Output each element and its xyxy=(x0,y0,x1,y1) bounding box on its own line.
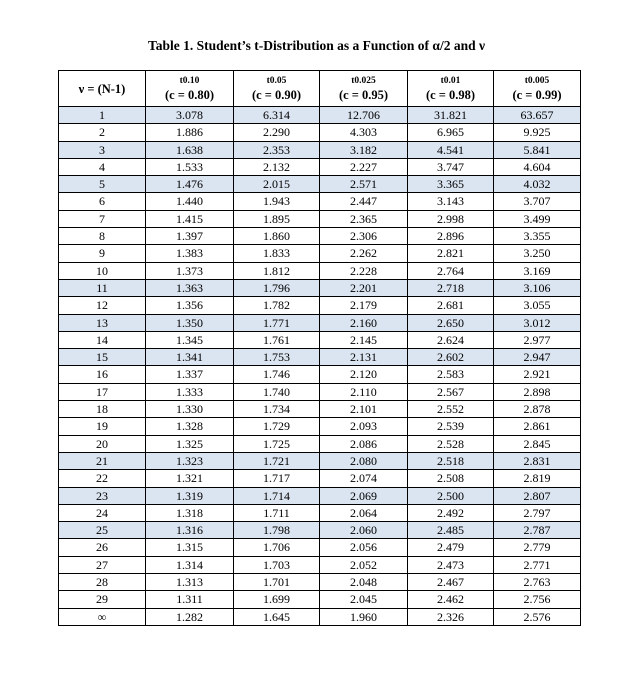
value-cell: 1.725 xyxy=(234,435,320,452)
value-cell: 1.363 xyxy=(146,279,234,296)
nu-cell: 18 xyxy=(59,401,146,418)
value-cell: 1.383 xyxy=(146,245,234,262)
column-header-t-label: t0.01 xyxy=(440,75,461,86)
value-cell: 2.353 xyxy=(234,141,320,158)
value-cell: 2.819 xyxy=(494,470,581,487)
value-cell: 1.337 xyxy=(146,366,234,383)
nu-cell: 4 xyxy=(59,158,146,175)
nu-cell: 13 xyxy=(59,314,146,331)
value-cell: 1.960 xyxy=(320,608,408,625)
value-cell: 3.250 xyxy=(494,245,581,262)
value-cell: 1.761 xyxy=(234,331,320,348)
value-cell: 2.787 xyxy=(494,522,581,539)
table-row xyxy=(59,210,581,227)
value-cell: 2.756 xyxy=(494,591,581,608)
value-cell: 2.306 xyxy=(320,228,408,245)
value-cell: 2.500 xyxy=(408,487,494,504)
table-row xyxy=(59,297,581,314)
value-cell: 4.604 xyxy=(494,158,581,175)
nu-cell: 7 xyxy=(59,210,146,227)
value-cell: 1.729 xyxy=(234,418,320,435)
column-header-c-label: (c = 0.80) xyxy=(164,87,215,102)
value-cell: 2.467 xyxy=(408,574,494,591)
value-cell: 2.508 xyxy=(408,470,494,487)
table-row xyxy=(59,487,581,504)
nu-cell: 27 xyxy=(59,556,146,573)
value-cell: 1.753 xyxy=(234,349,320,366)
value-cell: 1.895 xyxy=(234,210,320,227)
value-cell: 2.718 xyxy=(408,279,494,296)
nu-cell: ∞ xyxy=(59,608,146,625)
value-cell: 1.415 xyxy=(146,210,234,227)
value-cell: 3.055 xyxy=(494,297,581,314)
table-row xyxy=(59,452,581,469)
value-cell: 4.303 xyxy=(320,124,408,141)
value-cell: 1.721 xyxy=(234,452,320,469)
nu-cell: 23 xyxy=(59,487,146,504)
nu-cell: 8 xyxy=(59,228,146,245)
value-cell: 1.798 xyxy=(234,522,320,539)
value-cell: 1.316 xyxy=(146,522,234,539)
value-cell: 4.541 xyxy=(408,141,494,158)
value-cell: 6.965 xyxy=(408,124,494,141)
value-cell: 2.060 xyxy=(320,522,408,539)
nu-cell: 2 xyxy=(59,124,146,141)
table-row xyxy=(59,504,581,521)
nu-cell: 22 xyxy=(59,470,146,487)
nu-cell: 6 xyxy=(59,193,146,210)
column-header-t-label: t0.05 xyxy=(266,75,287,86)
value-cell: 2.831 xyxy=(494,452,581,469)
value-cell: 1.714 xyxy=(234,487,320,504)
value-cell: 2.878 xyxy=(494,401,581,418)
nu-cell: 26 xyxy=(59,539,146,556)
table-row xyxy=(59,262,581,279)
nu-column-header: ν = (N-1) xyxy=(59,71,146,107)
value-cell: 12.706 xyxy=(320,107,408,124)
value-cell: 2.650 xyxy=(408,314,494,331)
column-header-t0025 xyxy=(320,71,408,107)
table-row xyxy=(59,228,581,245)
value-cell: 2.101 xyxy=(320,401,408,418)
value-cell: 1.318 xyxy=(146,504,234,521)
column-header-t-label: t0.005 xyxy=(524,75,550,86)
value-cell: 1.345 xyxy=(146,331,234,348)
value-cell: 2.290 xyxy=(234,124,320,141)
value-cell: 1.796 xyxy=(234,279,320,296)
value-cell: 2.779 xyxy=(494,539,581,556)
value-cell: 1.771 xyxy=(234,314,320,331)
column-header-t0005 xyxy=(494,71,581,107)
value-cell: 63.657 xyxy=(494,107,581,124)
value-cell: 1.440 xyxy=(146,193,234,210)
value-cell: 1.282 xyxy=(146,608,234,625)
value-cell: 2.518 xyxy=(408,452,494,469)
column-header-t001 xyxy=(408,71,494,107)
table-title: Table 1. Student’s t-Distribution as a Function of α/2 and ν xyxy=(148,38,485,53)
value-cell: 1.943 xyxy=(234,193,320,210)
nu-cell: 29 xyxy=(59,591,146,608)
column-header-c-label: (c = 0.99) xyxy=(512,87,562,102)
value-cell: 3.707 xyxy=(494,193,581,210)
value-cell: 2.921 xyxy=(494,366,581,383)
value-cell: 3.747 xyxy=(408,158,494,175)
nu-cell: 5 xyxy=(59,176,146,193)
value-cell: 1.323 xyxy=(146,452,234,469)
value-cell: 1.397 xyxy=(146,228,234,245)
value-cell: 2.015 xyxy=(234,176,320,193)
value-cell: 4.032 xyxy=(494,176,581,193)
value-cell: 2.093 xyxy=(320,418,408,435)
table-row xyxy=(59,193,581,210)
table-row xyxy=(59,279,581,296)
nu-cell: 28 xyxy=(59,574,146,591)
table-row xyxy=(59,401,581,418)
value-cell: 1.812 xyxy=(234,262,320,279)
nu-cell: 10 xyxy=(59,262,146,279)
value-cell: 6.314 xyxy=(234,107,320,124)
table-row xyxy=(59,245,581,262)
value-cell: 1.311 xyxy=(146,591,234,608)
value-cell: 1.476 xyxy=(146,176,234,193)
value-cell: 2.492 xyxy=(408,504,494,521)
table-row xyxy=(59,107,581,124)
value-cell: 2.064 xyxy=(320,504,408,521)
column-header-t005 xyxy=(234,71,320,107)
table-row xyxy=(59,556,581,573)
value-cell: 2.539 xyxy=(408,418,494,435)
value-cell: 2.074 xyxy=(320,470,408,487)
value-cell: 1.314 xyxy=(146,556,234,573)
nu-cell: 20 xyxy=(59,435,146,452)
column-header-c-label: (c = 0.98) xyxy=(425,87,476,102)
value-cell: 2.479 xyxy=(408,539,494,556)
value-cell: 2.262 xyxy=(320,245,408,262)
value-cell: 2.576 xyxy=(494,608,581,625)
value-cell: 2.048 xyxy=(320,574,408,591)
value-cell: 2.602 xyxy=(408,349,494,366)
value-cell: 2.120 xyxy=(320,366,408,383)
nu-cell: 15 xyxy=(59,349,146,366)
value-cell: 2.807 xyxy=(494,487,581,504)
value-cell: 2.132 xyxy=(234,158,320,175)
value-cell: 2.763 xyxy=(494,574,581,591)
nu-cell: 3 xyxy=(59,141,146,158)
table-row xyxy=(59,124,581,141)
value-cell: 2.797 xyxy=(494,504,581,521)
nu-cell: 1 xyxy=(59,107,146,124)
value-cell: 1.373 xyxy=(146,262,234,279)
nu-cell: 11 xyxy=(59,279,146,296)
value-cell: 1.315 xyxy=(146,539,234,556)
value-cell: 2.861 xyxy=(494,418,581,435)
value-cell: 2.160 xyxy=(320,314,408,331)
value-cell: 2.821 xyxy=(408,245,494,262)
value-cell: 1.886 xyxy=(146,124,234,141)
value-cell: 2.045 xyxy=(320,591,408,608)
nu-cell: 16 xyxy=(59,366,146,383)
table-row xyxy=(59,349,581,366)
table-row xyxy=(59,383,581,400)
value-cell: 2.571 xyxy=(320,176,408,193)
column-header-t-label: t0.025 xyxy=(351,75,376,86)
value-cell: 3.365 xyxy=(408,176,494,193)
nu-cell: 24 xyxy=(59,504,146,521)
value-cell: 1.711 xyxy=(234,504,320,521)
table-row xyxy=(59,608,581,625)
table-row xyxy=(59,470,581,487)
value-cell: 2.069 xyxy=(320,487,408,504)
value-cell: 1.699 xyxy=(234,591,320,608)
value-cell: 2.583 xyxy=(408,366,494,383)
table-row xyxy=(59,418,581,435)
value-cell: 1.325 xyxy=(146,435,234,452)
value-cell: 2.528 xyxy=(408,435,494,452)
value-cell: 1.746 xyxy=(234,366,320,383)
value-cell: 2.131 xyxy=(320,349,408,366)
table-row xyxy=(59,314,581,331)
value-cell: 1.328 xyxy=(146,418,234,435)
value-cell: 1.313 xyxy=(146,574,234,591)
value-cell: 1.321 xyxy=(146,470,234,487)
value-cell: 3.143 xyxy=(408,193,494,210)
value-cell: 3.169 xyxy=(494,262,581,279)
value-cell: 2.145 xyxy=(320,331,408,348)
value-cell: 2.998 xyxy=(408,210,494,227)
nu-cell: 9 xyxy=(59,245,146,262)
value-cell: 2.179 xyxy=(320,297,408,314)
value-cell: 1.706 xyxy=(234,539,320,556)
table-body xyxy=(59,107,581,626)
nu-cell: 17 xyxy=(59,383,146,400)
value-cell: 1.341 xyxy=(146,349,234,366)
value-cell: 3.499 xyxy=(494,210,581,227)
value-cell: 2.086 xyxy=(320,435,408,452)
column-header-c-label: (c = 0.90) xyxy=(251,87,302,102)
nu-cell: 19 xyxy=(59,418,146,435)
nu-cell: 14 xyxy=(59,331,146,348)
nu-cell: 25 xyxy=(59,522,146,539)
value-cell: 2.485 xyxy=(408,522,494,539)
nu-cell: 21 xyxy=(59,452,146,469)
value-cell: 2.624 xyxy=(408,331,494,348)
value-cell: 1.703 xyxy=(234,556,320,573)
value-cell: 1.833 xyxy=(234,245,320,262)
value-cell: 1.740 xyxy=(234,383,320,400)
value-cell: 2.462 xyxy=(408,591,494,608)
value-cell: 3.012 xyxy=(494,314,581,331)
value-cell: 2.201 xyxy=(320,279,408,296)
value-cell: 2.977 xyxy=(494,331,581,348)
value-cell: 1.717 xyxy=(234,470,320,487)
value-cell: 1.356 xyxy=(146,297,234,314)
column-header-t010 xyxy=(146,71,234,107)
table-row xyxy=(59,574,581,591)
value-cell: 3.106 xyxy=(494,279,581,296)
table-row xyxy=(59,158,581,175)
value-cell: 3.182 xyxy=(320,141,408,158)
value-cell: 5.841 xyxy=(494,141,581,158)
value-cell: 1.734 xyxy=(234,401,320,418)
value-cell: 2.326 xyxy=(408,608,494,625)
value-cell: 1.350 xyxy=(146,314,234,331)
value-cell: 2.947 xyxy=(494,349,581,366)
value-cell: 2.110 xyxy=(320,383,408,400)
value-cell: 1.533 xyxy=(146,158,234,175)
value-cell: 31.821 xyxy=(408,107,494,124)
value-cell: 2.365 xyxy=(320,210,408,227)
value-cell: 1.782 xyxy=(234,297,320,314)
table-row xyxy=(59,366,581,383)
value-cell: 1.701 xyxy=(234,574,320,591)
nu-cell: 12 xyxy=(59,297,146,314)
table-row xyxy=(59,176,581,193)
value-cell: 2.473 xyxy=(408,556,494,573)
value-cell: 1.330 xyxy=(146,401,234,418)
value-cell: 1.860 xyxy=(234,228,320,245)
value-cell: 2.080 xyxy=(320,452,408,469)
value-cell: 3.355 xyxy=(494,228,581,245)
value-cell: 2.447 xyxy=(320,193,408,210)
table-row xyxy=(59,591,581,608)
value-cell: 2.056 xyxy=(320,539,408,556)
value-cell: 3.078 xyxy=(146,107,234,124)
value-cell: 1.333 xyxy=(146,383,234,400)
table-row xyxy=(59,141,581,158)
value-cell: 2.552 xyxy=(408,401,494,418)
value-cell: 2.896 xyxy=(408,228,494,245)
value-cell: 2.052 xyxy=(320,556,408,573)
table-row xyxy=(59,522,581,539)
value-cell: 2.771 xyxy=(494,556,581,573)
header-row xyxy=(59,71,581,107)
t-distribution-table xyxy=(58,70,581,626)
value-cell: 2.228 xyxy=(320,262,408,279)
column-header-t-label: t0.10 xyxy=(179,75,200,86)
table-row xyxy=(59,435,581,452)
value-cell: 9.925 xyxy=(494,124,581,141)
value-cell: 2.227 xyxy=(320,158,408,175)
table-row xyxy=(59,539,581,556)
value-cell: 1.638 xyxy=(146,141,234,158)
value-cell: 2.898 xyxy=(494,383,581,400)
table-row xyxy=(59,331,581,348)
value-cell: 2.567 xyxy=(408,383,494,400)
value-cell: 1.319 xyxy=(146,487,234,504)
value-cell: 2.764 xyxy=(408,262,494,279)
column-header-c-label: (c = 0.95) xyxy=(338,87,389,102)
value-cell: 2.681 xyxy=(408,297,494,314)
value-cell: 1.645 xyxy=(234,608,320,625)
value-cell: 2.845 xyxy=(494,435,581,452)
